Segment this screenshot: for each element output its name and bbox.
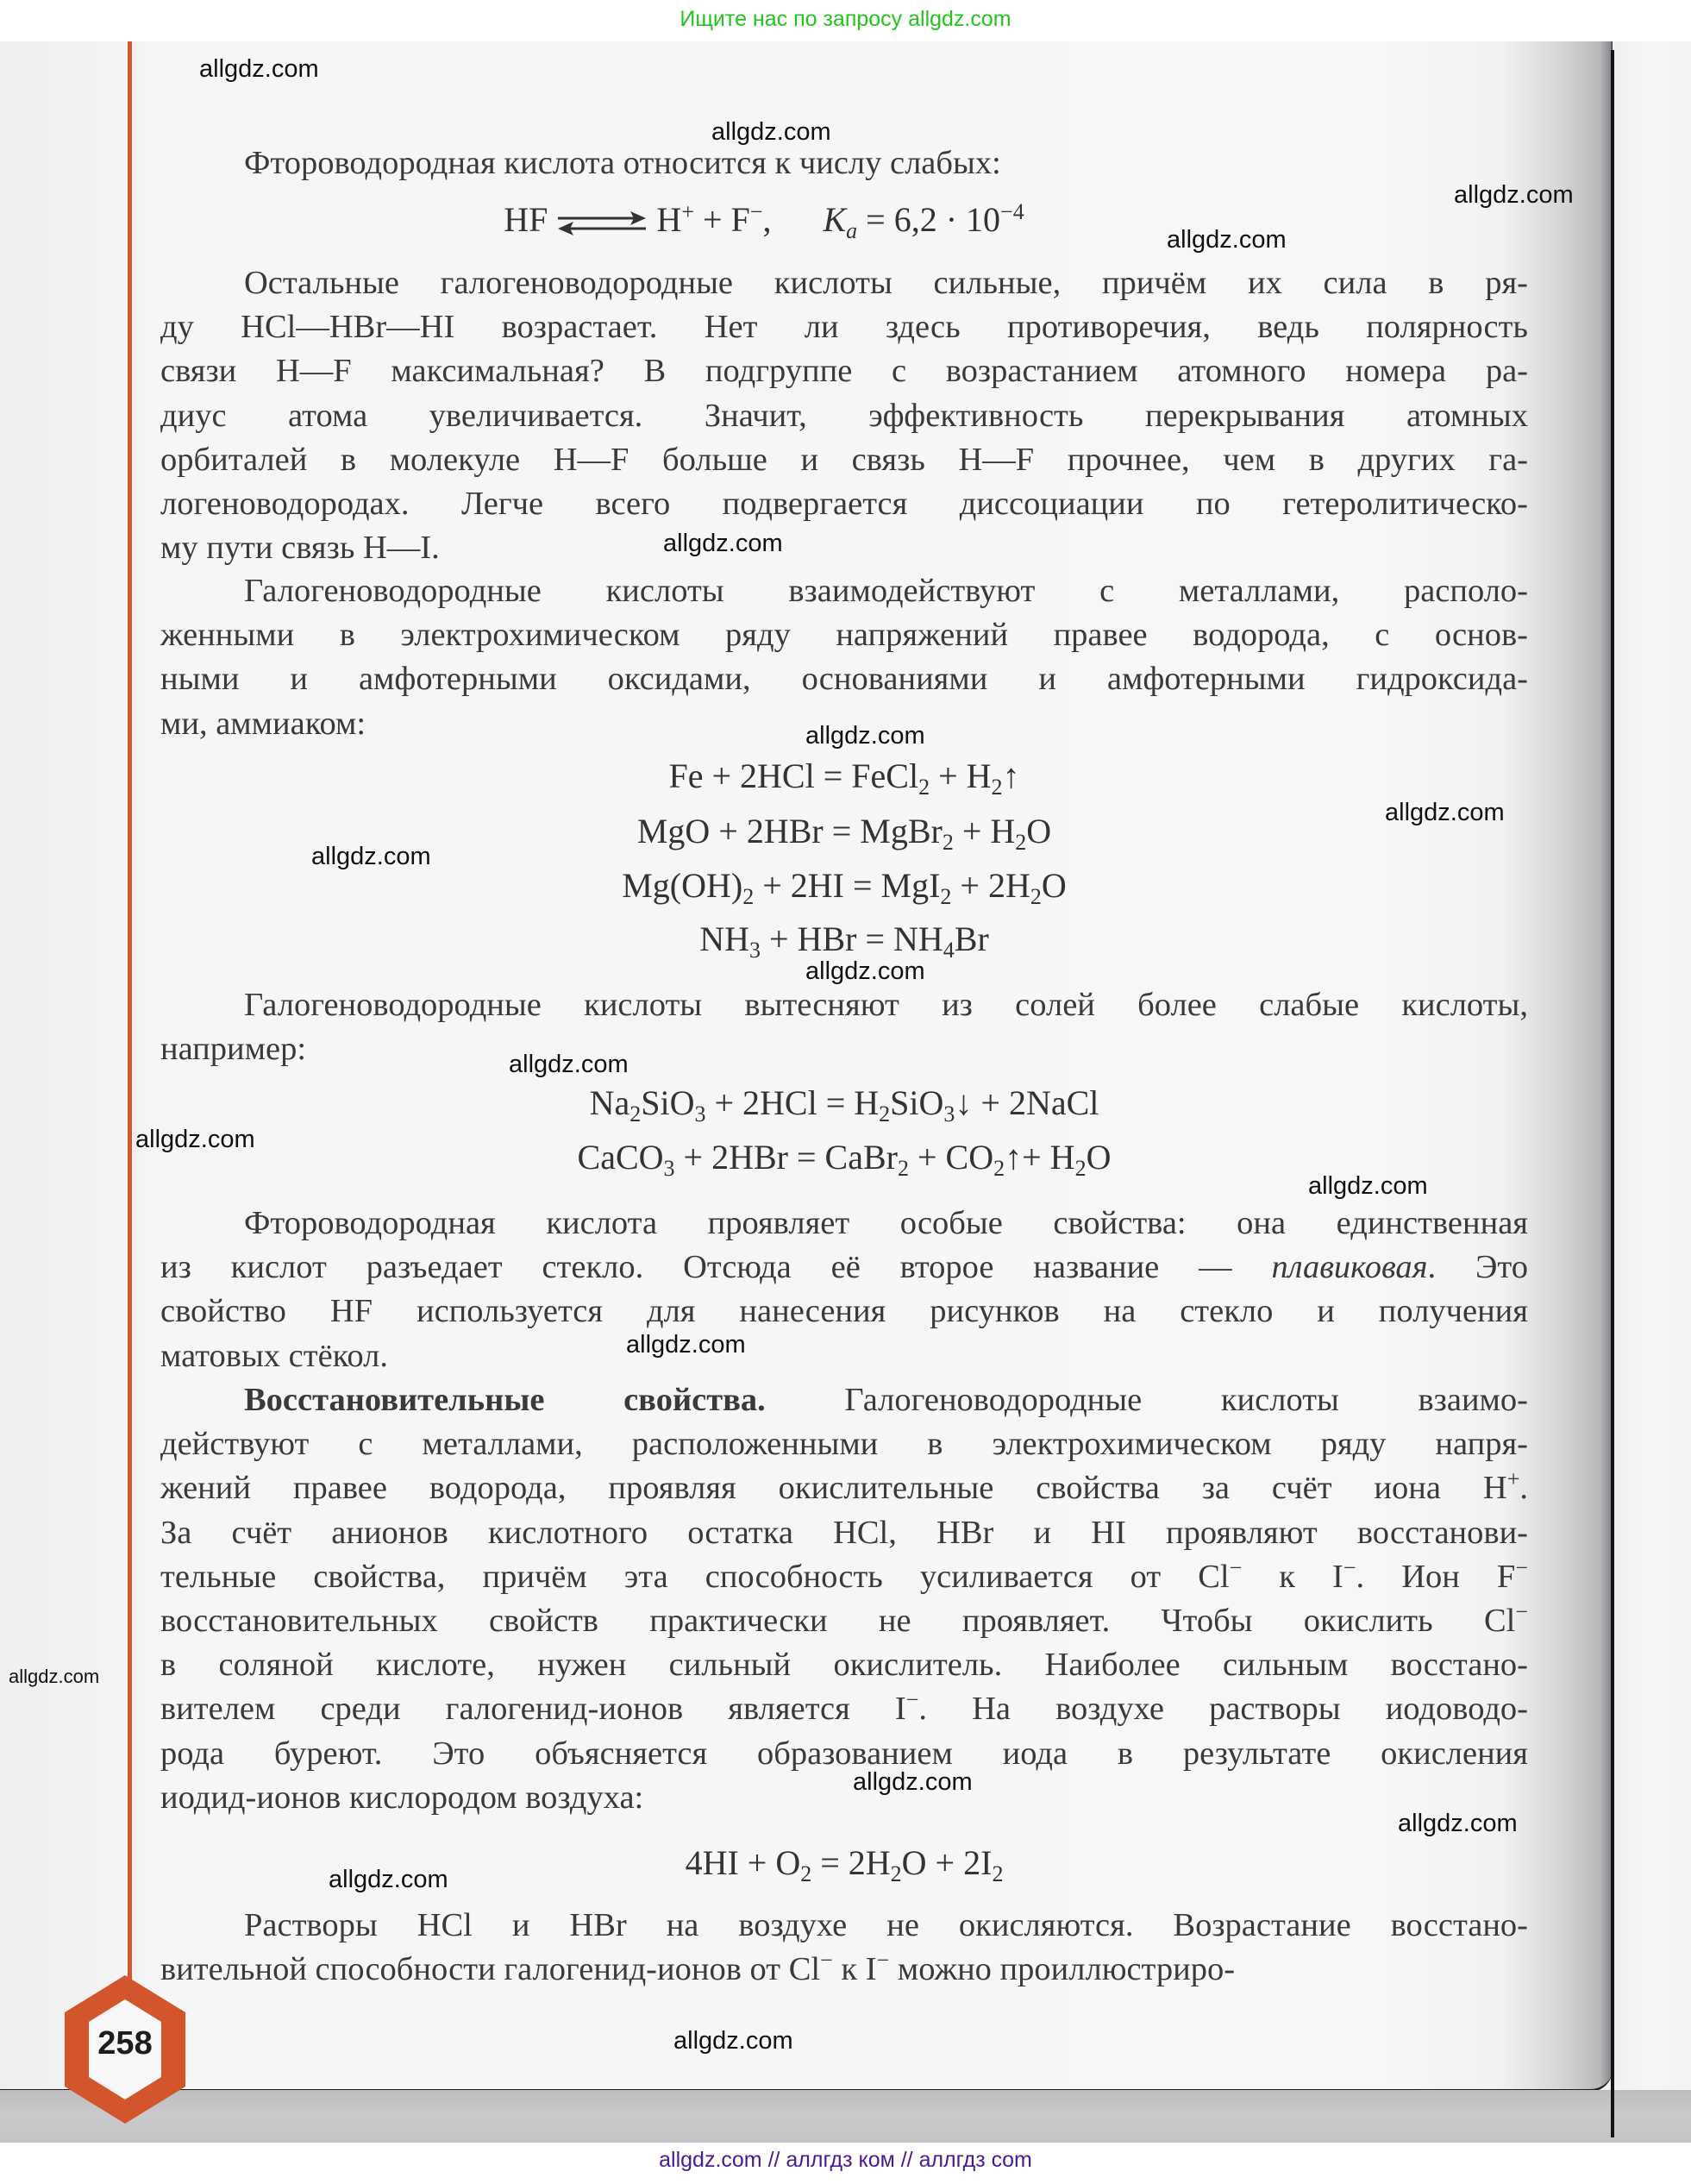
watermark-link[interactable]: allgdz.com	[673, 2027, 793, 2055]
watermark-link[interactable]: allgdz.com	[1308, 1172, 1428, 1200]
chemical-equation: MgO + 2HBr = MgBr$_2$ + $H_2O$	[636, 812, 1052, 855]
footer-links[interactable]: allgdz.com // аллгдз ком // аллгдз com	[659, 2148, 1032, 2172]
paragraph-line: например:	[160, 1031, 307, 1068]
watermark-link[interactable]: allgdz.com	[199, 55, 319, 83]
paragraph-line: Фтороводородная кислота относится к числу слабых:	[244, 145, 1001, 181]
watermark-link[interactable]: allgdz.com	[509, 1051, 629, 1078]
paragraph-line: логеноводородах. Легче всего подвергается диссоциации по гетеролитическо-	[160, 486, 1528, 522]
paragraph-line: Фтороводородная кислота проявляет особые свойства: она единственная	[244, 1205, 1528, 1241]
paragraph-line: иодид-ионов кислородом воздуха:	[160, 1779, 644, 1816]
book-spine	[1611, 50, 1614, 2137]
chemical-equation: $Mg(OH)_2 + 2HI = MgI_2 + 2H_2O$	[622, 866, 1067, 909]
paragraph-line: свойство HF используется для нанесения рисунков на стекло и получения	[160, 1293, 1528, 1330]
textbook-page	[0, 41, 1691, 2143]
paragraph-line: тельные свойства, причём эта способность усиливается от Cl− к I−. Ион F−	[160, 1554, 1528, 1595]
watermark-link[interactable]: allgdz.com	[329, 1866, 448, 1893]
watermark-link[interactable]: allgdz.com	[311, 843, 431, 870]
page-number: 258	[97, 2025, 153, 2062]
paragraph-line: матовых стёкол.	[160, 1337, 389, 1374]
watermark-link[interactable]: allgdz.com	[1398, 1810, 1518, 1837]
watermark-link[interactable]: allgdz.com	[1454, 181, 1574, 209]
watermark-link[interactable]: allgdz.com	[1167, 226, 1287, 254]
paragraph-line: Восстановительные свойства. Галогеноводородные кислоты взаимо-	[244, 1382, 1528, 1418]
paragraph-line: Галогеноводородные кислоты взаимодействуют с металлами, располо-	[244, 573, 1528, 609]
paragraph-line: вителем среди галогенид-ионов является I−. На воздухе растворы иодоводо-	[160, 1687, 1528, 1728]
paragraph-line: ми, аммиаком:	[160, 705, 366, 742]
watermark-link[interactable]: allgdz.com	[805, 957, 925, 985]
chemical-equation: $Na_2SiO_3 + 2HCl$ = $H_2SiO_3↓$ + 2NaCl	[589, 1083, 1099, 1127]
chemical-equation: CaCO$_3$ + 2HBr = CaBr$_2$ + $CO_2↑+ H_2O$	[577, 1138, 1112, 1181]
chemical-equation: Fe + 2HCl = FeCl$_2$ + $H_2↑$	[668, 756, 1020, 800]
next-page-edge	[1614, 41, 1691, 2086]
watermark-link[interactable]: allgdz.com	[711, 118, 831, 146]
margin-accent-line	[128, 41, 132, 1991]
paragraph-line: орбиталей в молекуле H—F больше и связь H—F прочнее, чем в других га-	[160, 441, 1528, 478]
section-heading: Восстановительные свойства.	[244, 1382, 766, 1418]
paragraph-line: Растворы HCl и HBr на воздухе не окисляются. Возрастание восстано-	[244, 1907, 1528, 1943]
watermark-link[interactable]: allgdz.com	[853, 1768, 973, 1796]
paragraph-line: му пути связь H—I.	[160, 530, 440, 567]
paragraph-line: восстановительных свойств практически не проявляет. Чтобы окислить Cl−	[160, 1599, 1528, 1639]
paragraph-line: из кислот разъедает стекло. Отсюда её второе название — плавиковая. Это	[160, 1249, 1528, 1286]
paragraph-line: Остальные галогеноводородные кислоты сильные, причём их сила в ря-	[244, 265, 1528, 301]
watermark-link[interactable]: allgdz.com	[626, 1331, 746, 1359]
paragraph-line: За счёт анионов кислотного остатка HCl, HBr и HI проявляют восстанови-	[160, 1514, 1528, 1551]
watermark-link[interactable]: allgdz.com	[9, 1666, 100, 1687]
paragraph-line: ду HCl—HBr—HI возрастает. Нет ли здесь противоречия, ведь полярность	[160, 309, 1528, 346]
paragraph-line: диус атома увеличивается. Значит, эффективность перекрывания атомных	[160, 397, 1528, 434]
paragraph-line: действуют с металлами, расположенными в электрохимическом ряду напря-	[160, 1426, 1528, 1463]
chemical-equation: $4HI + O_2 = 2H_2O + 2I_2$	[685, 1843, 1004, 1886]
paragraph-line: рода буреют. Это объясняется образованием иода в результате окисления	[160, 1735, 1528, 1772]
watermark-link[interactable]: allgdz.com	[805, 722, 925, 750]
paragraph-line: ными и амфотерными оксидами, основаниями и амфотерными гидроксида-	[160, 661, 1528, 698]
watermark-link[interactable]: allgdz.com	[663, 530, 783, 557]
equation-hf-dissociation: HF H+ + F−, $K_a = 6,2 \cdot 10^{-4}$	[504, 199, 1024, 243]
watermark-link[interactable]: allgdz.com	[135, 1126, 255, 1153]
chemical-equation: $NH_3$ + HBr = $NH_4Br$	[699, 919, 989, 963]
watermark-link[interactable]: allgdz.com	[1385, 799, 1505, 826]
top-banner[interactable]: Ищите нас по запросу allgdz.com	[680, 7, 1011, 31]
paragraph-line: женными в электрохимическом ряду напряжений правее водорода, с основ-	[160, 617, 1528, 654]
bottom-shadow-band	[0, 2090, 1691, 2143]
paragraph-line: жений правее водорода, проявляя окислительные свойства за счёт иона H+.	[160, 1466, 1528, 1507]
paragraph-line: вительной способности галогенид-ионов от Cl− к I− можно проиллюстриро-	[160, 1948, 1236, 1988]
paragraph-line: связи H—F максимальная? В подгруппе с возрастанием атомного номера ра-	[160, 353, 1528, 390]
paragraph-line: в соляной кислоте, нужен сильный окислитель. Наиболее сильным восстано-	[160, 1647, 1528, 1684]
paragraph-line: Галогеноводородные кислоты вытесняют из солей более слабые кислоты,	[244, 987, 1528, 1023]
equilibrium-arrow-icon	[554, 206, 649, 241]
